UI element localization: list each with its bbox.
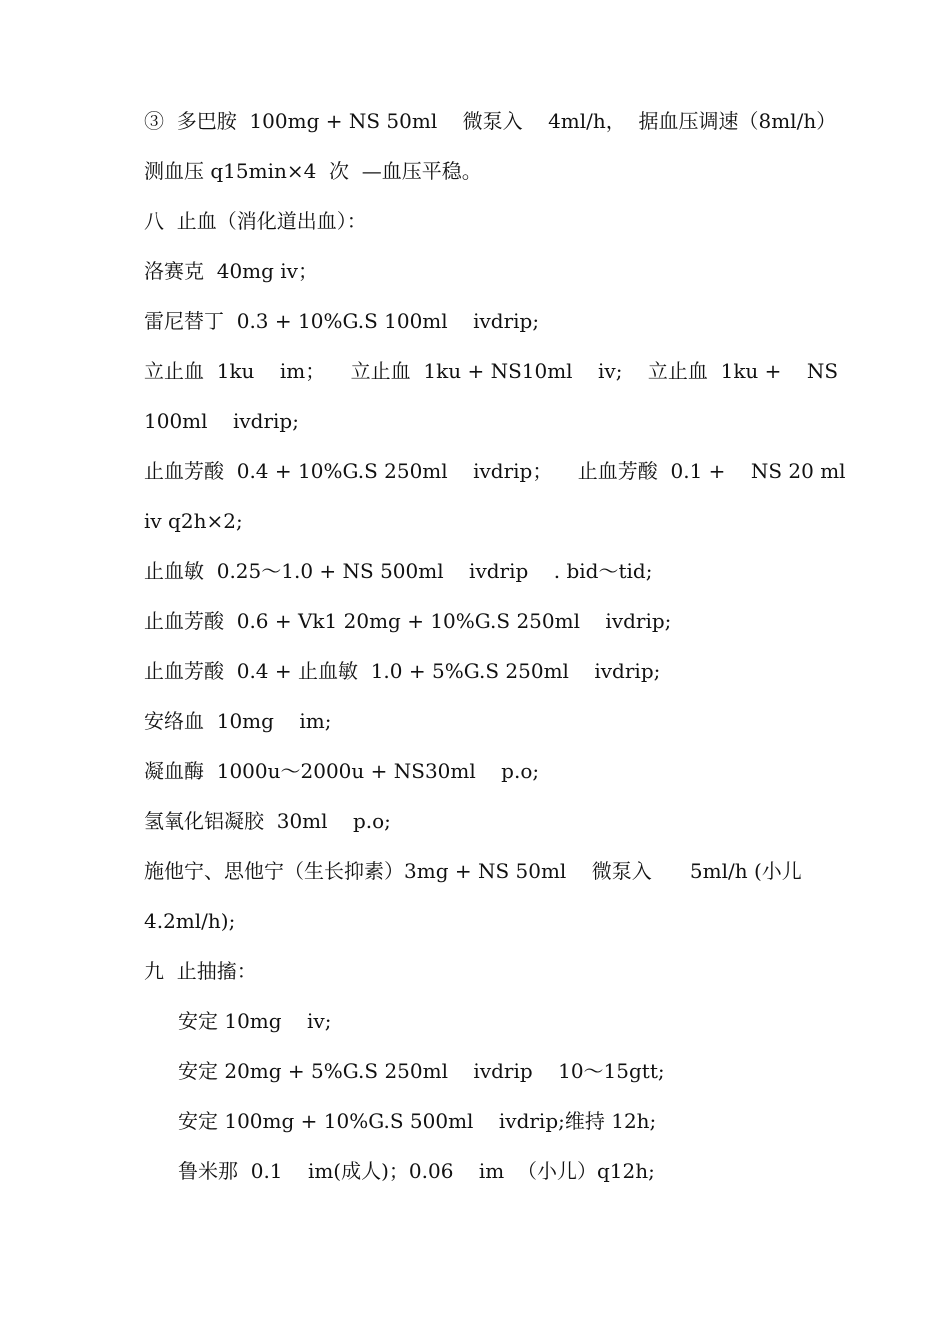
text-line-somatostatin-cont: 4.2ml/h); [144, 909, 236, 933]
text-line-pamba-vk1: 止血芳酸 0.6 + Vk1 20mg + 10%G.S 250ml ivdrip; [144, 609, 672, 633]
text-line-pamba-etamsylate: 止血芳酸 0.4 + 止血敏 1.0 + 5%G.S 250ml ivdrip; [144, 659, 661, 683]
text-line-ranitidine: 雷尼替丁 0.3 + 10%G.S 100ml ivdrip; [144, 309, 540, 333]
text-line-pamba: 止血芳酸 0.4 + 10%G.S 250ml ivdrip； 止血芳酸 0.1 + NS 20 ml [144, 459, 846, 483]
text-line-dopamine: ③ 多巴胺 100mg + NS 50ml 微泵入 4ml/h， 据血压调速（8ml/h） [144, 109, 837, 133]
text-line-etamsylate: 止血敏 0.25～1.0 + NS 500ml ivdrip . bid～tid; [144, 559, 653, 583]
text-line-losec: 洛赛克 40mg iv； [144, 259, 318, 283]
text-line-diazepam-iv: 安定 10mg iv; [178, 1009, 332, 1033]
text-line-blood-pressure: 测血压 q15min×4 次 —血压平稳。 [144, 159, 482, 183]
text-line-luminal: 鲁米那 0.1 im(成人)；0.06 im （小儿）q12h; [178, 1159, 655, 1183]
text-line-somatostatin: 施他宁、思他宁（生长抑素）3mg + NS 50ml 微泵入 5ml/h (小儿 [144, 859, 802, 883]
text-line-reptilase-cont: 100ml ivdrip; [144, 409, 299, 433]
section-heading-anticonvulsant: 九 止抽搐： [144, 959, 257, 983]
text-line-carbazochrome: 安络血 10mg im; [144, 709, 332, 733]
text-line-aluminum-hydroxide: 氢氧化铝凝胶 30ml p.o; [144, 809, 391, 833]
text-line-thrombin: 凝血酶 1000u～2000u + NS30ml p.o; [144, 759, 540, 783]
text-line-pamba-cont: iv q2h×2; [144, 509, 243, 533]
text-line-diazepam-drip: 安定 20mg + 5%G.S 250ml ivdrip 10～15gtt; [178, 1059, 665, 1083]
text-line-reptilase: 立止血 1ku im； 立止血 1ku + NS10ml iv; 立止血 1ku + NS [144, 359, 839, 383]
section-heading-hemostasis: 八 止血（消化道出血）： [144, 209, 367, 233]
text-line-diazepam-maintenance: 安定 100mg + 10%G.S 500ml ivdrip;维持 12h; [178, 1109, 657, 1133]
